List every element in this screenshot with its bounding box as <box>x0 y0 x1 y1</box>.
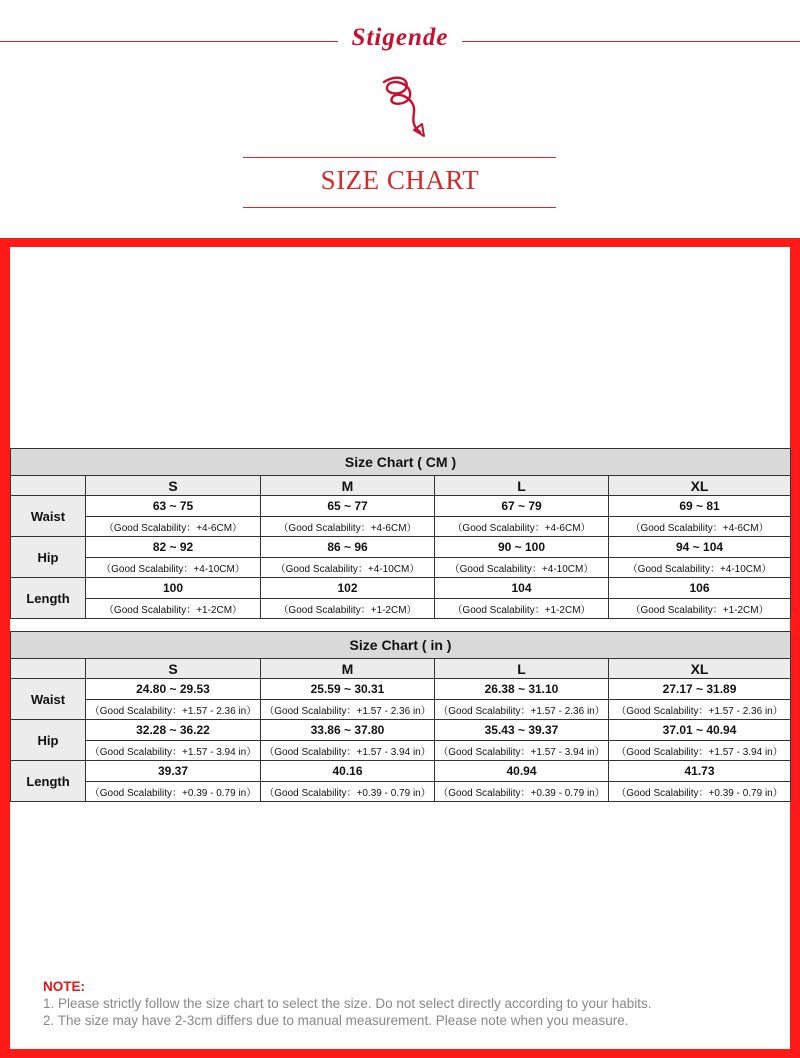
scalability-note: （Good Scalability：+4-6CM） <box>261 517 435 537</box>
size-header: M <box>261 659 435 679</box>
scalability-note: （Good Scalability：+4-10CM） <box>609 558 791 578</box>
measure-value: 63 ~ 75 <box>86 496 261 517</box>
size-header-row <box>11 659 791 679</box>
table-row <box>11 537 791 558</box>
measure-value: 86 ~ 96 <box>261 537 435 558</box>
measure-value: 82 ~ 92 <box>86 537 261 558</box>
note-line: 2. The size may have 2-3cm differs due to manual measurement. Please note when you measure. <box>43 1013 629 1028</box>
size-header: S <box>86 476 261 496</box>
scalability-note: （Good Scalability：+4-6CM） <box>609 517 791 537</box>
measure-value: 25.59 ~ 30.31 <box>261 679 435 700</box>
measure-value: 27.17 ~ 31.89 <box>609 679 791 700</box>
size-header: M <box>261 476 435 496</box>
measure-value: 24.80 ~ 29.53 <box>86 679 261 700</box>
brand-name-text: Stigende <box>338 24 463 51</box>
table-note-row <box>11 599 791 619</box>
table-caption: Size Chart ( in ) <box>11 632 791 659</box>
row-label: Waist <box>11 496 86 537</box>
title-rule-top <box>243 157 556 158</box>
swirl-arrow-icon <box>370 72 430 144</box>
measure-value: 100 <box>86 578 261 599</box>
scalability-note: （Good Scalability：+0.39 - 0.79 in） <box>435 782 609 802</box>
measure-value: 90 ~ 100 <box>435 537 609 558</box>
table-note-row <box>11 741 791 761</box>
row-label: Hip <box>11 720 86 761</box>
measure-value: 65 ~ 77 <box>261 496 435 517</box>
scalability-note: （Good Scalability：+1-2CM） <box>609 599 791 619</box>
scalability-note: （Good Scalability：+1.57 - 2.36 in） <box>261 700 435 720</box>
corner-cell <box>11 476 86 496</box>
scalability-note: （Good Scalability：+0.39 - 0.79 in） <box>609 782 791 802</box>
size-header: XL <box>609 476 791 496</box>
scalability-note: （Good Scalability：+1-2CM） <box>86 599 261 619</box>
measure-value: 106 <box>609 578 791 599</box>
scalability-note: （Good Scalability：+1.57 - 3.94 in） <box>435 741 609 761</box>
table-caption-row <box>11 632 791 659</box>
note-line: 1. Please strictly follow the size chart to select the size. Do not select directly according to your habits. <box>43 996 652 1011</box>
table-caption: Size Chart ( CM ) <box>11 449 791 476</box>
measure-value: 69 ~ 81 <box>609 496 791 517</box>
table-caption-row <box>11 449 791 476</box>
scalability-note: （Good Scalability：+0.39 - 0.79 in） <box>86 782 261 802</box>
scalability-note: （Good Scalability：+4-10CM） <box>261 558 435 578</box>
red-frame <box>0 238 800 1058</box>
notes-block <box>43 978 652 1029</box>
table-row <box>11 720 791 741</box>
title-rule-bottom <box>243 207 556 208</box>
table-row <box>11 679 791 700</box>
scalability-note: （Good Scalability：+1.57 - 3.94 in） <box>86 741 261 761</box>
size-header: L <box>435 476 609 496</box>
row-label: Length <box>11 578 86 619</box>
measure-value: 37.01 ~ 40.94 <box>609 720 791 741</box>
measure-value: 35.43 ~ 39.37 <box>435 720 609 741</box>
table-row <box>11 578 791 599</box>
scalability-note: （Good Scalability：+1.57 - 3.94 in） <box>609 741 791 761</box>
scalability-note: （Good Scalability：+4-10CM） <box>435 558 609 578</box>
measure-value: 41.73 <box>609 761 791 782</box>
size-chart-cm <box>10 448 791 619</box>
row-label: Length <box>11 761 86 802</box>
size-header: L <box>435 659 609 679</box>
size-header: S <box>86 659 261 679</box>
row-label: Waist <box>11 679 86 720</box>
table-note-row <box>11 558 791 578</box>
content-panel <box>10 247 790 1049</box>
table-row <box>11 496 791 517</box>
measure-value: 26.38 ~ 31.10 <box>435 679 609 700</box>
row-label: Hip <box>11 537 86 578</box>
size-chart-in <box>10 631 791 802</box>
measure-value: 102 <box>261 578 435 599</box>
scalability-note: （Good Scalability：+4-6CM） <box>86 517 261 537</box>
table-row <box>11 761 791 782</box>
page-title: SIZE CHART <box>320 165 480 195</box>
page-header <box>0 0 800 238</box>
scalability-note: （Good Scalability：+1.57 - 3.94 in） <box>261 741 435 761</box>
table-note-row <box>11 700 791 720</box>
scalability-note: （Good Scalability：+1.57 - 2.36 in） <box>86 700 261 720</box>
measure-value: 40.94 <box>435 761 609 782</box>
scalability-note: （Good Scalability：+4-10CM） <box>86 558 261 578</box>
notes-title: NOTE: <box>43 979 85 994</box>
measure-value: 94 ~ 104 <box>609 537 791 558</box>
measure-value: 40.16 <box>261 761 435 782</box>
table-note-row <box>11 517 791 537</box>
measure-value: 67 ~ 79 <box>435 496 609 517</box>
scalability-note: （Good Scalability：+1.57 - 2.36 in） <box>435 700 609 720</box>
scalability-note: （Good Scalability：+1-2CM） <box>435 599 609 619</box>
measure-value: 104 <box>435 578 609 599</box>
scalability-note: （Good Scalability：+1-2CM） <box>261 599 435 619</box>
corner-cell <box>11 659 86 679</box>
measure-value: 33.86 ~ 37.80 <box>261 720 435 741</box>
size-header-row <box>11 476 791 496</box>
measure-value: 32.28 ~ 36.22 <box>86 720 261 741</box>
table-note-row <box>11 782 791 802</box>
size-header: XL <box>609 659 791 679</box>
scalability-note: （Good Scalability：+1.57 - 2.36 in） <box>609 700 791 720</box>
brand-name <box>0 24 800 52</box>
scalability-note: （Good Scalability：+0.39 - 0.79 in） <box>261 782 435 802</box>
scalability-note: （Good Scalability：+4-6CM） <box>435 517 609 537</box>
measure-value: 39.37 <box>86 761 261 782</box>
